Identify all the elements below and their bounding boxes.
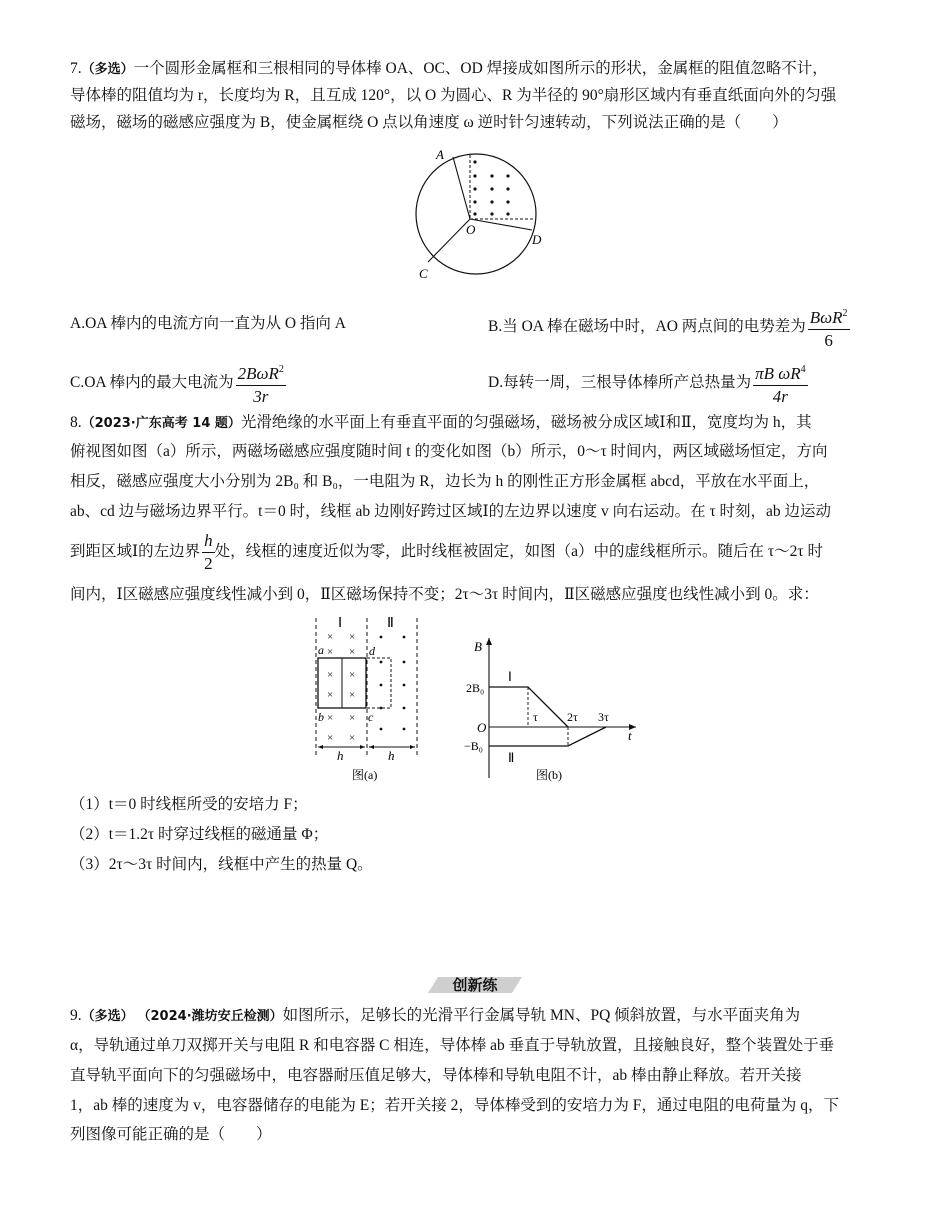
q8-fraction-num: h <box>202 530 215 553</box>
svg-text:×: × <box>349 732 356 744</box>
q8a-caption: 图(a) <box>352 768 378 782</box>
q7-number: 7. <box>70 60 82 77</box>
q8a-region-2: Ⅱ <box>387 616 394 631</box>
q7-option-d-text: D.每转一周，三根导体棒所产总热量为 <box>488 374 752 392</box>
q8-number: 8. <box>70 414 82 431</box>
q7-option-d-exp: 4 <box>800 364 806 375</box>
q8-text-1: 光滑绝缘的水平面上有垂直平面的匀强磁场，磁场被分成区域Ⅰ和Ⅱ，宽度均为 h，其 <box>240 414 812 431</box>
q8-sub-1: （1）t＝0 时线框所受的安培力 F； <box>70 796 308 813</box>
svg-text:×: × <box>327 631 334 643</box>
q8-line-1 <box>70 413 812 434</box>
q7-circle-figure <box>405 144 555 284</box>
q8-line-6: 间内，Ⅰ区磁感应强度线性减小到 0，Ⅱ区磁场保持不变；2τ～3τ 时间内，Ⅱ区磁感应强度也线性减小到 0。求： <box>70 586 819 603</box>
q7-option-b-text: B.当 OA 棒在磁场中时，AO 两点间的电势差为 <box>488 318 806 336</box>
q7-option-b-exp: 2 <box>842 308 848 319</box>
svg-text:×: × <box>349 712 356 724</box>
q7-option-d-num: πB ωR <box>755 364 801 383</box>
svg-text:×: × <box>327 712 334 724</box>
q8b-curve-2 <box>489 727 606 746</box>
section-title: 创新练 <box>452 976 498 994</box>
q7-option-b-den: 6 <box>824 331 833 350</box>
q8-line-5 <box>70 530 823 575</box>
q8b-y-top: 2B₀ <box>466 681 485 695</box>
q7-label-c: C <box>419 266 428 281</box>
q7-label-o: O <box>466 222 476 237</box>
section-banner <box>428 974 522 996</box>
q7-option-a[interactable]: A.OA 棒内的电流方向一直为从 O 指向 A <box>70 315 346 332</box>
q8a-h-2: h <box>388 748 395 763</box>
q8b-label-2: Ⅱ <box>508 750 515 765</box>
q7-option-c[interactable] <box>70 359 286 408</box>
svg-text:×: × <box>327 732 334 744</box>
svg-text:×: × <box>349 646 356 658</box>
q7-text-1: 一个圆形金属框和三根相同的导体棒 OA、OC、OD 焊接成如图所示的形状，金属框的阻值忽略不计， <box>133 60 828 77</box>
q7-option-c-fraction <box>236 359 286 408</box>
q9-line-5: 列图像可能正确的是（ ） <box>70 1126 272 1143</box>
q8b-curve-1 <box>489 687 568 727</box>
q9-source: （2024·潍坊安丘检测） <box>137 1009 283 1024</box>
q8a-dot-field <box>380 636 406 731</box>
q7-option-d-fraction <box>753 359 808 408</box>
svg-text:×: × <box>327 689 334 701</box>
q7-option-c-exp: 2 <box>278 364 284 375</box>
q8-line-3: 相反，磁感应强度大小分别为 2B₀ 和 B₀，一电阻为 R，边长为 h 的刚性正方形金属框 abcd，平放在水平面上， <box>70 473 820 490</box>
q8-line-4: ab、cd 边与磁场边界平行。t＝0 时，线框 ab 边刚好跨过区域Ⅰ的左边界以速度 v 向右运动。在 τ 时刻，ab 边运动 <box>70 503 832 520</box>
q7-label-d: D <box>532 232 542 247</box>
q9-line-3: 直导轨平面向下的匀强磁场中，电容器耐压值足够大，导体棒和导轨电阻不计，ab 棒由静止释放。若开关接 <box>70 1067 802 1084</box>
q8b-tau3: 3τ <box>598 710 609 724</box>
q8b-x-axis: t <box>628 728 632 743</box>
q8b-y-bottom: −B₀ <box>464 739 483 753</box>
q8-fraction-h2 <box>202 530 215 575</box>
q7-line-1 <box>70 59 828 80</box>
q8-fraction-den: 2 <box>204 554 213 573</box>
q8a-label-a: a <box>318 643 324 657</box>
q8-text-5b: 处，线框的速度近似为零，此时线框被固定，如图（a）中的虚线框所示。随后在 τ～2τ 时 <box>214 543 823 561</box>
svg-text:×: × <box>327 669 334 681</box>
q8a-region-1: Ⅰ <box>338 616 343 631</box>
q8-figure-a <box>300 610 430 785</box>
q9-line-4: 1，ab 棒的速度为 v，电容器储存的电能为 E；若开关接 2，导体棒受到的安培力为 F，通过电阻的电荷量为 q，下 <box>70 1097 839 1114</box>
q7-field-dots <box>473 160 509 215</box>
q8a-cross-field <box>327 631 355 744</box>
q9-text-1: 如图所示，足够长的光滑平行金属导轨 MN、PQ 倾斜放置，与水平面夹角为 <box>282 1007 801 1024</box>
q7-option-c-text: C.OA 棒内的最大电流为 <box>70 374 234 392</box>
q7-line-2: 导体棒的阻值均为 r，长度均为 R，且互成 120°，以 O 为圆心、R 为半径的 90°扇形区域内有垂直纸面向外的匀强 <box>70 87 837 104</box>
q7-option-d[interactable] <box>488 359 808 408</box>
svg-text:×: × <box>349 689 356 701</box>
q7-label-a: A <box>436 147 444 162</box>
q9-line-1 <box>70 1006 800 1027</box>
q8b-origin: O <box>477 720 487 735</box>
q7-option-c-den: 3r <box>253 387 269 406</box>
q8b-tau: τ <box>533 710 538 724</box>
q8-sub-3: （3）2τ～3τ 时间内，线框中产生的热量 Q。 <box>70 856 373 873</box>
q7-option-b-fraction <box>808 303 850 352</box>
q8a-label-d: d <box>369 644 375 658</box>
q8a-label-b: b <box>318 710 324 724</box>
q8-line-2: 俯视图如图（a）所示，两磁场磁感应强度随时间 t 的变化如图（b）所示，0～τ 时间内，两区域磁场恒定，方向 <box>70 443 828 460</box>
q7-option-b-num: BωR <box>809 308 843 327</box>
q8-text-5a: 到距区域Ⅰ的左边界 <box>70 543 201 561</box>
q7-option-c-num: 2BωR <box>237 364 279 383</box>
svg-text:×: × <box>349 669 356 681</box>
q9-line-2: α，导轨通过单刀双掷开关与电阻 R 和电容器 C 相连，导体棒 ab 垂直于导轨放置，且接触良好，整个装置处于垂 <box>70 1037 835 1054</box>
q8-figure-b <box>458 634 648 786</box>
q8b-tau2: 2τ <box>567 710 578 724</box>
svg-text:×: × <box>327 646 334 658</box>
q8a-label-c: c <box>368 710 374 724</box>
q7-tag: （多选） <box>81 62 134 77</box>
q9-number: 9. <box>70 1007 82 1024</box>
q7-option-d-den: 4r <box>772 387 788 406</box>
q8b-caption: 图(b) <box>536 768 562 782</box>
q8b-y-axis: B <box>474 639 482 654</box>
q8-source: （2023·广东高考 14 题） <box>81 416 241 431</box>
q7-option-b[interactable] <box>488 303 850 352</box>
svg-text:×: × <box>349 631 356 643</box>
q8-sub-2: （2）t＝1.2τ 时穿过线框的磁通量 Φ； <box>70 826 329 843</box>
q7-line-3: 磁场，磁场的磁感应强度为 B，使金属框绕 O 点以角速度 ω 逆时针匀速转动，下列说法正确的是（ ） <box>70 114 788 131</box>
q9-tag: （多选） <box>81 1009 134 1024</box>
q8b-label-1: Ⅰ <box>508 669 512 684</box>
q8a-h-1: h <box>337 748 344 763</box>
